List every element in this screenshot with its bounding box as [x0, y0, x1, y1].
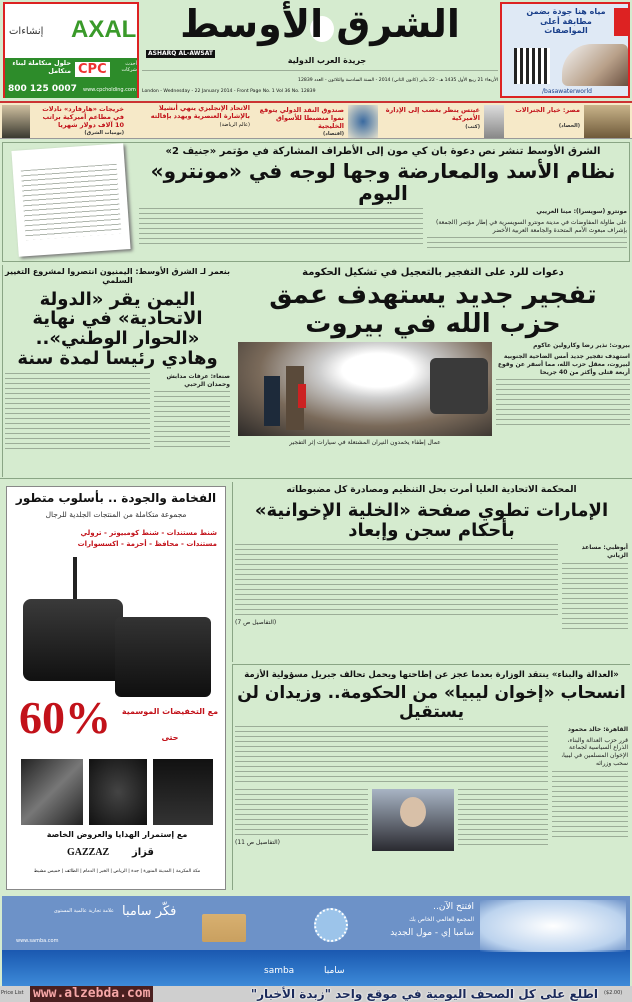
- footer-promo: اطلع على كل الصحف اليومية في موقع واحد "زبدة الأخبار": [250, 987, 598, 1001]
- teaser-item[interactable]: [506, 103, 632, 138]
- alzebda-link[interactable]: www.alzebda.com: [30, 986, 153, 1002]
- badge-icon: [314, 908, 348, 942]
- beirut-lead: استهدف تفجير جديد أمس الضاحية الجنوبية لبيروت، معقل حزب الله، مما أسفر عن وقوع أربعة قتلى وأكثر من 40 جريحا: [497, 352, 630, 376]
- axal-logo: AXAL: [71, 16, 137, 43]
- teaser-title: خريجات «هارفارد» نادلات في مطاعم أميركية براتب 10 آلاف دولار شهريا: [42, 105, 124, 129]
- discount-percent: 60%: [19, 692, 111, 743]
- teaser-item[interactable]: [128, 103, 254, 138]
- masthead-title: الشرق الأوسط: [180, 2, 460, 46]
- teaser-photo: [584, 105, 630, 138]
- teaser-photo: [2, 105, 30, 138]
- credit-card-image: [202, 914, 246, 942]
- libya-story[interactable]: [232, 664, 630, 890]
- dateline-en: London - Wednesday - 22 January 2014 - Front Page No. 1 Vol 36 No. 12839: [142, 89, 316, 94]
- masthead-tagline: جريدة العرب الدولية: [287, 56, 367, 65]
- teaser-title: صندوق النقد الدولي يتوقع نموا منضبطا للأسواق الخليجية: [259, 106, 344, 130]
- gazzaz-headline: الفخامة والجودة .. بأسلوب متطور: [15, 491, 217, 505]
- dateline-ar: الأربعاء 21 ربيع الأول 1435 هـ - 22 يناير (كانون الثاني) 2014 - السنة السادسة والثلاثون - العدد 12839: [298, 78, 498, 83]
- briefcase-image: [115, 617, 211, 697]
- gazzaz-offer: مع إستمرار الهدايا والعروض الخاصة: [46, 830, 188, 839]
- geneva-byline: مونترو (سويسرا): مينا العريبي: [536, 208, 627, 215]
- yemen-headline: اليمن يقر «الدولة الاتحادية» في نهاية «الحوار الوطني».. وهادي رئيسا لمدة سنة: [17, 288, 218, 369]
- uae-byline: أبوظبي: مساعد الزياني: [581, 544, 628, 560]
- teaser-strip: [0, 101, 632, 139]
- teaser-item[interactable]: [380, 103, 506, 138]
- beirut-byline: بيروت: نذير رضا وكارولين عاكوم: [533, 342, 630, 350]
- geneva-headline: نظام الأسد والمعارضة وجها لوجه في «مونترو» اليوم: [150, 159, 616, 205]
- samba-slogan: فكّر سامبا: [122, 904, 177, 919]
- cloud-graphic: [480, 900, 626, 952]
- qr-code: [514, 48, 550, 84]
- beirut-story[interactable]: [236, 265, 630, 477]
- gazzaz-products-2: مستندات - محافظ - أحزمة - اكسسوارات: [77, 539, 217, 548]
- teaser-section: (كتب): [465, 123, 480, 130]
- teaser-title: غيتس ينظر بغضب إلى الإدارة الأميركية: [385, 106, 480, 122]
- geneva-kicker: الشرق الأوسط تنشر نص دعوة بان كي مون إلى الأطراف المشاركة في مؤتمر «جنيف 2»: [165, 146, 601, 157]
- axal-cpc-advert[interactable]: [3, 2, 139, 98]
- libya-more-link[interactable]: (التفاصيل ص 11): [235, 838, 281, 846]
- uae-story[interactable]: [232, 482, 630, 662]
- gazzaz-subheadline: مجموعة متكاملة من المنتجات الجلدية للرجال: [45, 510, 187, 520]
- discount-upto: حتى: [161, 733, 179, 742]
- yemen-story[interactable]: [2, 265, 232, 477]
- gazzaz-logo-ar: قزاز: [132, 847, 154, 858]
- ad-url: www.cpcholding.com: [83, 87, 136, 93]
- cpc-arabic: أحدث شركات: [121, 61, 137, 73]
- invitation-letter-image: [11, 143, 130, 257]
- uae-more-link[interactable]: (التفاصيل ص 7): [235, 619, 277, 627]
- uae-kicker: المحكمة الاتحادية العليا أمرت بحل التنظيم ومصادرة كل مضبوطاته: [286, 485, 577, 495]
- teaser-item[interactable]: [0, 103, 128, 138]
- uae-headline: الإمارات تطوي صفحة «الخلية الإخوانية» بأحكام سجن وإبعاد: [254, 499, 609, 541]
- teaser-section: (اقتصاد): [323, 131, 344, 138]
- beirut-headline: تفجير جديد يستهدف عمق حزب الله في بيروت: [269, 280, 597, 339]
- brand-logo: [614, 8, 628, 36]
- water-advert[interactable]: [500, 2, 630, 98]
- samba-advert[interactable]: [2, 896, 630, 986]
- cpc-slogan: حلول متكاملة لبناء متكامل: [12, 59, 71, 75]
- price-value: ($2.00): [604, 990, 623, 996]
- samba-title: افتتح الآن..: [433, 902, 474, 912]
- teaser-photo: [348, 105, 378, 138]
- cpc-logo: CPC: [75, 62, 110, 77]
- teaser-item[interactable]: [254, 103, 380, 138]
- yemen-byline: صنعاء: عرفات مدابش وحمدان الرحبي: [166, 372, 230, 388]
- geneva-story[interactable]: [2, 142, 630, 262]
- masthead: [142, 0, 498, 100]
- ad-phone: 800 125 0007: [8, 84, 77, 94]
- price-label: Price List: [1, 990, 24, 996]
- teaser-title: مصر: خيار الجنرالات: [515, 106, 580, 114]
- samba-tag: علامة تجارية عالمية المستوى: [53, 908, 114, 914]
- ad-photo: [562, 44, 628, 86]
- beirut-kicker: دعوات للرد على التفجير بالتعجيل في تشكيل الحكومة: [302, 267, 564, 278]
- wallet-image: [153, 759, 213, 825]
- footer-bar: [0, 986, 632, 1002]
- explosion-photo: [238, 342, 492, 436]
- geneva-lead: على طاولة المفاوضات في مدينة مونترو السويسرية في إطار مؤتمر (الجمعة) بإشراف مبعوث الأمم المتحدة والجامعة العربية الأخضر: [435, 218, 627, 234]
- discount-label: مع التخفيضات الموسمية: [121, 707, 219, 716]
- teaser-section: (الحصاد): [558, 122, 580, 129]
- samba-mall: سامبا إي - مول الجديد: [390, 928, 474, 938]
- libya-headline: انسحاب «إخوان ليبيا» من الحكومة.. وزيدان لن يستقيل: [237, 683, 626, 723]
- libya-lead: قرر حزب العدالة والبناء، الذراع السياسية لجماعة الإخوان المسلمين في ليبيا، سحب وزرائه: [561, 736, 628, 767]
- belt-image: [21, 759, 83, 825]
- water-ad-headline: مياه هنا جودة بضمن مطابقة أعلى المواصفات: [526, 7, 606, 36]
- gazzaz-advert[interactable]: [6, 486, 226, 890]
- samba-logo-ar: سامبا: [324, 966, 345, 976]
- libya-byline: القاهرة: خالد محمود: [567, 725, 628, 733]
- gazzaz-cities: مكة المكرمة | المدينة المنورة | جدة | الرياض | الخبر | الدمام | الطائف | خميس مشيط: [33, 869, 201, 874]
- samba-logo: samba: [264, 966, 295, 976]
- gazzaz-logo: GAZZAZ: [67, 847, 110, 858]
- zeidan-photo: [372, 789, 454, 851]
- yemen-kicker: بنعمر لـ الشرق الأوسط: اليمنيون انتصروا لمشروع التغيير السلمي: [5, 267, 230, 285]
- teaser-section: (يوميات الشرق): [84, 130, 124, 137]
- teaser-section: (عالم الرياضة): [219, 121, 250, 128]
- masthead-latin: ASHARQ AL-AWSAT: [148, 50, 213, 57]
- shoulder-bag-image: [89, 759, 147, 825]
- trolley-bag-image: [23, 599, 123, 681]
- water-ad-url: /basawaterworld: [542, 88, 592, 95]
- libya-kicker: «العدالة والبناء» ينتقد الوزارة بعدما عجز عن إطاحتها ويحمل تحالف جبريل مسؤولية الأزمة: [244, 670, 619, 680]
- photo-caption: عمال إطفاء يخمدون النيران المشتعلة في سيارات إثر التفجير: [289, 439, 441, 447]
- teaser-photo: [484, 105, 504, 138]
- samba-url[interactable]: www.samba.com: [16, 938, 59, 944]
- gazzaz-products-1: شنط مستندات - شنط كومبيوتر - ترولي: [80, 529, 217, 538]
- teaser-title: الاتحاد الإنجليزي ينهي أنشيلا بالإشارة العنصرية ويهدد بإقالته: [150, 104, 250, 120]
- axal-arabic-label: إنشاءات: [9, 26, 44, 37]
- samba-sub: المجمع العالمي الخاص بك: [409, 916, 474, 923]
